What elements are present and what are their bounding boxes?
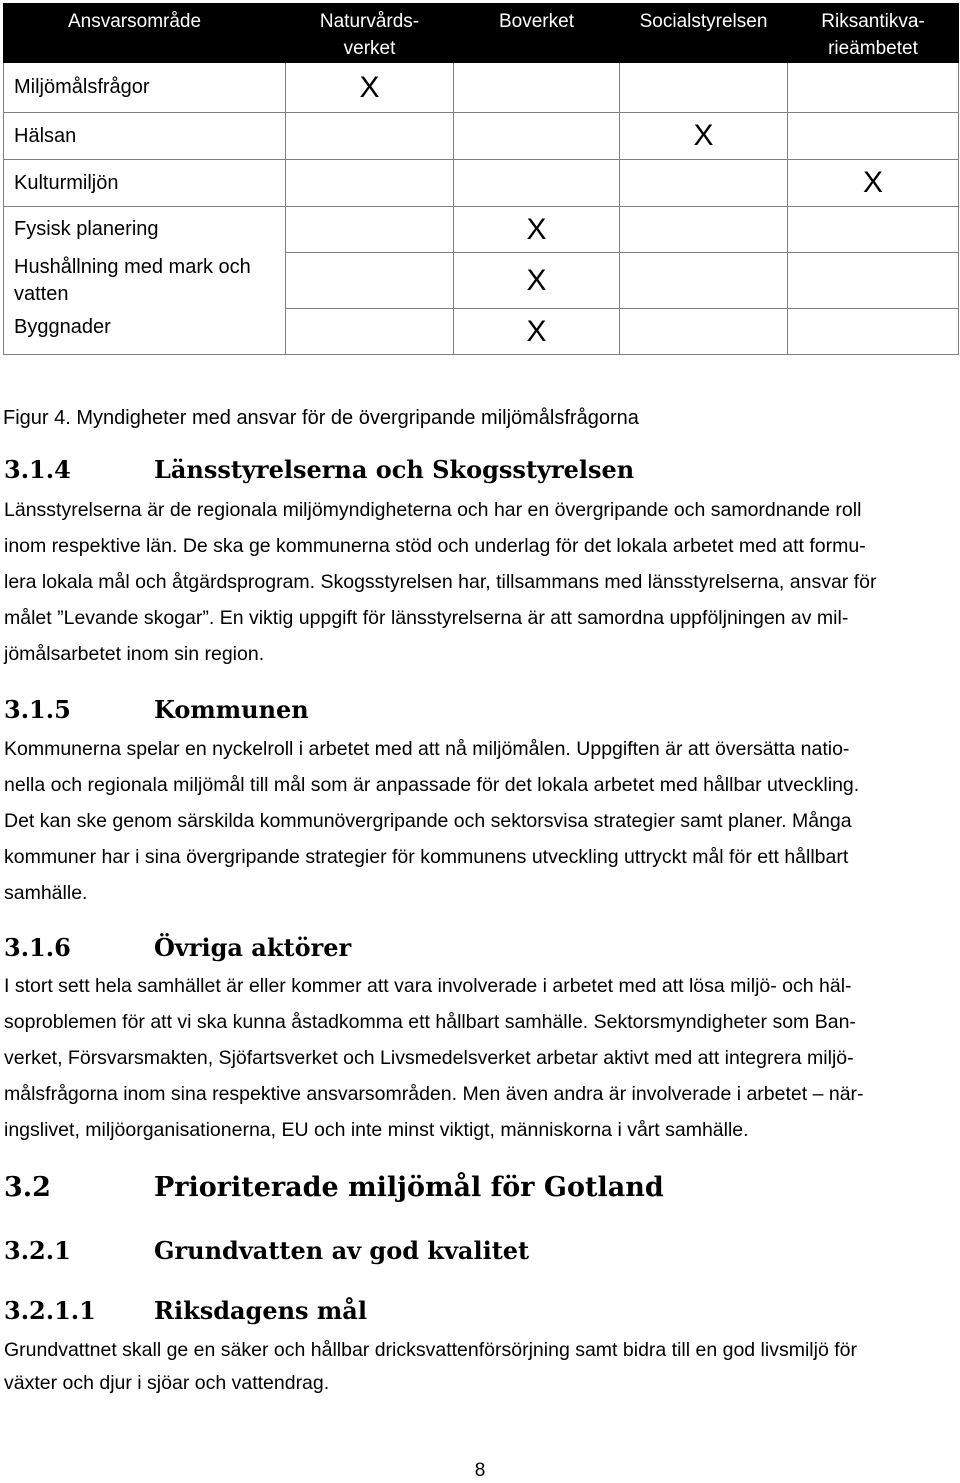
- heading-3-1-5: [4, 695, 309, 724]
- heading-title: Riksdagens mål: [154, 1296, 367, 1325]
- text-line: nella och regionala miljömål till mål som är anpassade för det lokala arbetet med hållbar utveckling.: [4, 774, 860, 796]
- mark-cell: [788, 253, 959, 309]
- text-line: kommuner har i sina övergripande strategier för kommunens utveckling uttryckt mål för ett hållbart: [4, 846, 849, 868]
- mark-cell: X: [620, 113, 788, 160]
- paragraph-3-1-4: [4, 492, 954, 672]
- table-row: [4, 309, 959, 355]
- heading-3-2-1-1: [4, 1296, 367, 1325]
- header-naturvardsverket: Naturvårds- verket: [286, 4, 454, 63]
- heading-3-1-6: [4, 933, 351, 962]
- heading-title: Prioriterade miljömål för Gotland: [154, 1172, 664, 1203]
- mark-cell: [620, 253, 788, 309]
- text-line: I stort sett hela samhället är eller kommer att vara involverade i arbetet med att lösa miljö- och häl-: [4, 975, 852, 997]
- row-label: Hushållning med mark och vatten: [4, 253, 286, 309]
- text-line: soproblemen för att vi ska kunna åstadkomma ett hållbart samhälle. Sektorsmyndigheter som Ban-: [4, 1011, 856, 1033]
- mark-cell: [620, 309, 788, 355]
- mark-cell: [788, 113, 959, 160]
- mark-cell: [620, 207, 788, 253]
- row-label: Hälsan: [4, 113, 286, 160]
- mark-cell: [454, 160, 620, 207]
- mark-cell: X: [788, 160, 959, 207]
- table-row: [4, 160, 959, 207]
- mark-cell: X: [454, 207, 620, 253]
- text-line: målet ”Levande skogar”. En viktig uppgift för länsstyrelserna är att samordna uppföljningen av mil-: [4, 607, 849, 629]
- mark-cell: [286, 309, 454, 355]
- figure-caption: Figur 4. Myndigheter med ansvar för de övergripande miljömålsfrågorna: [3, 407, 639, 429]
- text-line: verket, Försvarsmakten, Sjöfartsverket och Livsmedelsverket arbetar aktivt med att integrera miljö-: [4, 1047, 854, 1069]
- row-label: Kulturmiljön: [4, 160, 286, 207]
- heading-title: Grundvatten av god kvalitet: [154, 1236, 530, 1265]
- text-line: Länsstyrelserna är de regionala miljömyndigheterna och har en övergripande och samordnande roll: [4, 499, 862, 521]
- table-row: [4, 63, 959, 113]
- mark-cell: [620, 63, 788, 113]
- heading-3-2-1: [4, 1236, 529, 1265]
- heading-number: 3.1.6: [4, 933, 71, 962]
- paragraph-3-1-6: [4, 968, 954, 1148]
- paragraph-3-2-1-1: [4, 1334, 954, 1400]
- mark-cell: [620, 160, 788, 207]
- heading-3-2: [4, 1172, 664, 1203]
- heading-title: Övriga aktörer: [154, 933, 352, 962]
- paragraph-3-1-5: [4, 731, 954, 911]
- heading-title: Länsstyrelserna och Skogsstyrelsen: [154, 455, 635, 484]
- heading-3-1-4: [4, 455, 634, 484]
- header-socialstyrelsen: Socialstyrelsen: [620, 4, 788, 63]
- page-number: 8: [474, 1460, 486, 1481]
- heading-title: Kommunen: [154, 695, 309, 724]
- text-line: samhälle.: [4, 882, 88, 904]
- mark-cell: [286, 160, 454, 207]
- table-row: [4, 113, 959, 160]
- heading-number: 3.2.1: [4, 1236, 71, 1265]
- mark-cell: [286, 207, 454, 253]
- header-riksantikvarieambetet: Riksantikva- rieämbetet: [788, 4, 959, 63]
- mark-cell: [454, 63, 620, 113]
- row-label: Fysisk planering: [4, 207, 286, 253]
- text-line: jömålsarbetet inom sin region.: [4, 643, 265, 665]
- heading-number: 3.2: [4, 1172, 51, 1203]
- table-row: [4, 207, 959, 253]
- text-line: lera lokala mål och åtgärdsprogram. Skogsstyrelsen har, tillsammans med länsstyrelserna, ansvar för: [4, 571, 877, 593]
- mark-cell: X: [286, 63, 454, 113]
- mark-cell: [286, 253, 454, 309]
- header-ansvarsomrade: Ansvarsområde: [4, 4, 286, 63]
- text-line: Kommunerna spelar en nyckelroll i arbetet med att nå miljömålen. Uppgiften är att översätta natio-: [4, 738, 850, 760]
- row-label: Byggnader: [4, 309, 286, 355]
- heading-number: 3.1.5: [4, 695, 71, 724]
- row-label: Miljömålsfrågor: [4, 63, 286, 113]
- table-header-row: [4, 4, 959, 63]
- text-line: Grundvattnet skall ge en säker och hållbar dricksvattenförsörjning samt bidra till en god livsmiljö för: [4, 1339, 857, 1361]
- mark-cell: [788, 207, 959, 253]
- text-line: målsfrågorna inom sina respektive ansvarsområden. Men även andra är involverade i arbetet – när-: [4, 1083, 864, 1105]
- mark-cell: [286, 113, 454, 160]
- header-boverket: Boverket: [454, 4, 620, 63]
- responsibility-table: [3, 3, 959, 355]
- text-line: inom respektive län. De ska ge kommunerna stöd och underlag för det lokala arbetet med att formu-: [4, 535, 866, 557]
- mark-cell: X: [454, 253, 620, 309]
- text-line: Det kan ske genom särskilda kommunövergripande och sektorsvisa strategier samt planer. Många: [4, 810, 852, 832]
- heading-number: 3.1.4: [4, 455, 71, 484]
- heading-number: 3.2.1.1: [4, 1296, 96, 1325]
- mark-cell: [788, 63, 959, 113]
- mark-cell: [454, 113, 620, 160]
- text-line: växter och djur i sjöar och vattendrag.: [4, 1372, 330, 1394]
- text-line: ingslivet, miljöorganisationerna, EU och inte minst viktigt, människorna i vårt samhälle.: [4, 1119, 749, 1141]
- table-row: [4, 253, 959, 309]
- mark-cell: X: [454, 309, 620, 355]
- mark-cell: [788, 309, 959, 355]
